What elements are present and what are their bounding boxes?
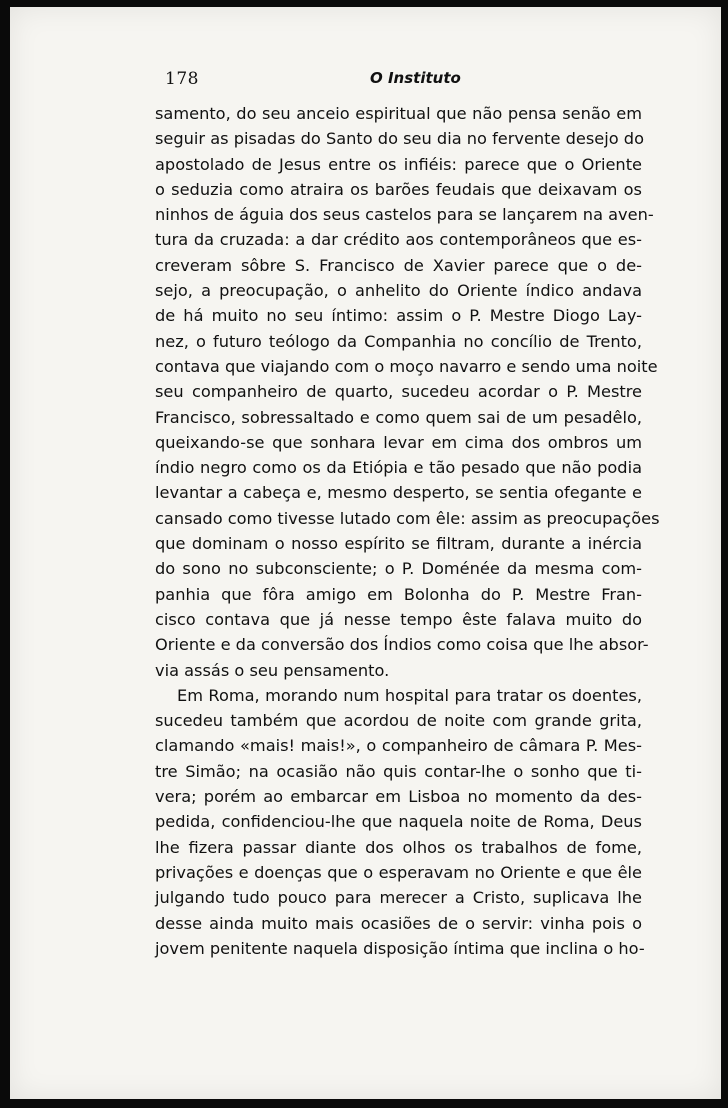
text-line: do sono no subconsciente; o P. Doménée da mesma com- <box>155 559 642 579</box>
text-line: Em Roma, morando num hospital para tratar os doentes, <box>177 685 642 705</box>
text-line: Oriente e da conversão dos Índios como coisa que lhe absor- <box>155 635 649 655</box>
text-line: lhe fizera passar diante dos olhos os trabalhos de fome, <box>155 837 642 857</box>
text-line: desse ainda muito mais ocasiões de o servir: vinha pois o <box>155 913 642 933</box>
text-line: jovem penitente naquela disposição íntima que inclina o ho- <box>155 938 645 958</box>
body-text <box>155 101 660 961</box>
page-number: 178 <box>165 69 199 89</box>
text-line: apostolado de Jesus entre os infiéis: parece que o Oriente <box>155 154 642 174</box>
text-line: tura da cruzada: a dar crédito aos contemporâneos que es- <box>155 230 642 250</box>
text-line: via assás o seu pensamento. <box>155 660 390 680</box>
text-line: contava que viajando com o moço navarro e sendo uma noite <box>155 356 658 376</box>
text-line: sucedeu também que acordou de noite com grande grita, <box>155 711 642 731</box>
text-line: clamando «mais! mais!», o companheiro de câmara P. Mes- <box>155 736 642 756</box>
text-line: julgando tudo pouco para merecer a Cristo, suplicava lhe <box>155 888 642 908</box>
text-line: Francisco, sobressaltado e como quem sai de um pesadêlo, <box>155 407 642 427</box>
text-line: cansado como tivesse lutado com êle: assim as preocupações <box>155 508 660 528</box>
text-line: que dominam o nosso espírito se filtram, durante a inércia <box>155 534 642 554</box>
text-line: samento, do seu anceio espiritual que não pensa senão em <box>155 104 642 123</box>
text-line: privações e doenças que o esperavam no Oriente e que êle <box>155 862 642 882</box>
text-line: queixando-se que sonhara levar em cima dos ombros um <box>155 432 642 452</box>
page-header <box>165 65 655 95</box>
text-line: de há muito no seu íntimo: assim o P. Mestre Diogo Lay- <box>155 306 642 326</box>
text-line: cisco contava que já nesse tempo êste falava muito do <box>155 609 642 629</box>
text-line: seu companheiro de quarto, sucedeu acordar o P. Mestre <box>155 382 642 402</box>
text-line: nez, o futuro teólogo da Companhia no concílio de Trento, <box>155 331 642 351</box>
text-line: índio negro como os da Etiópia e tão pesado que não podia <box>155 458 642 478</box>
text-line: panhia que fôra amigo em Bolonha do P. Mestre Fran- <box>155 584 642 604</box>
text-line: levantar a cabeça e, mesmo desperto, se sentia ofegante e <box>155 483 642 503</box>
text-line: tre Simão; na ocasião não quis contar-lhe o sonho que ti- <box>155 761 642 781</box>
text-line: o seduzia como atraira os barões feudais que deixavam os <box>155 179 642 199</box>
text-line: ninhos de águia dos seus castelos para se lançarem na aven- <box>155 205 654 225</box>
running-title: O Instituto <box>370 69 461 87</box>
text-line: pedida, confidenciou-lhe que naquela noite de Roma, Deus <box>155 812 642 832</box>
text-line: sejo, a preocupação, o anhelito do Oriente índico andava <box>155 281 642 301</box>
text-line: vera; porém ao embarcar em Lisboa no momento da des- <box>155 787 642 807</box>
text-line: creveram sôbre S. Francisco de Xavier parece que o de- <box>155 255 642 275</box>
text-line: seguir as pisadas do Santo do seu dia no fervente desejo do <box>155 129 644 149</box>
